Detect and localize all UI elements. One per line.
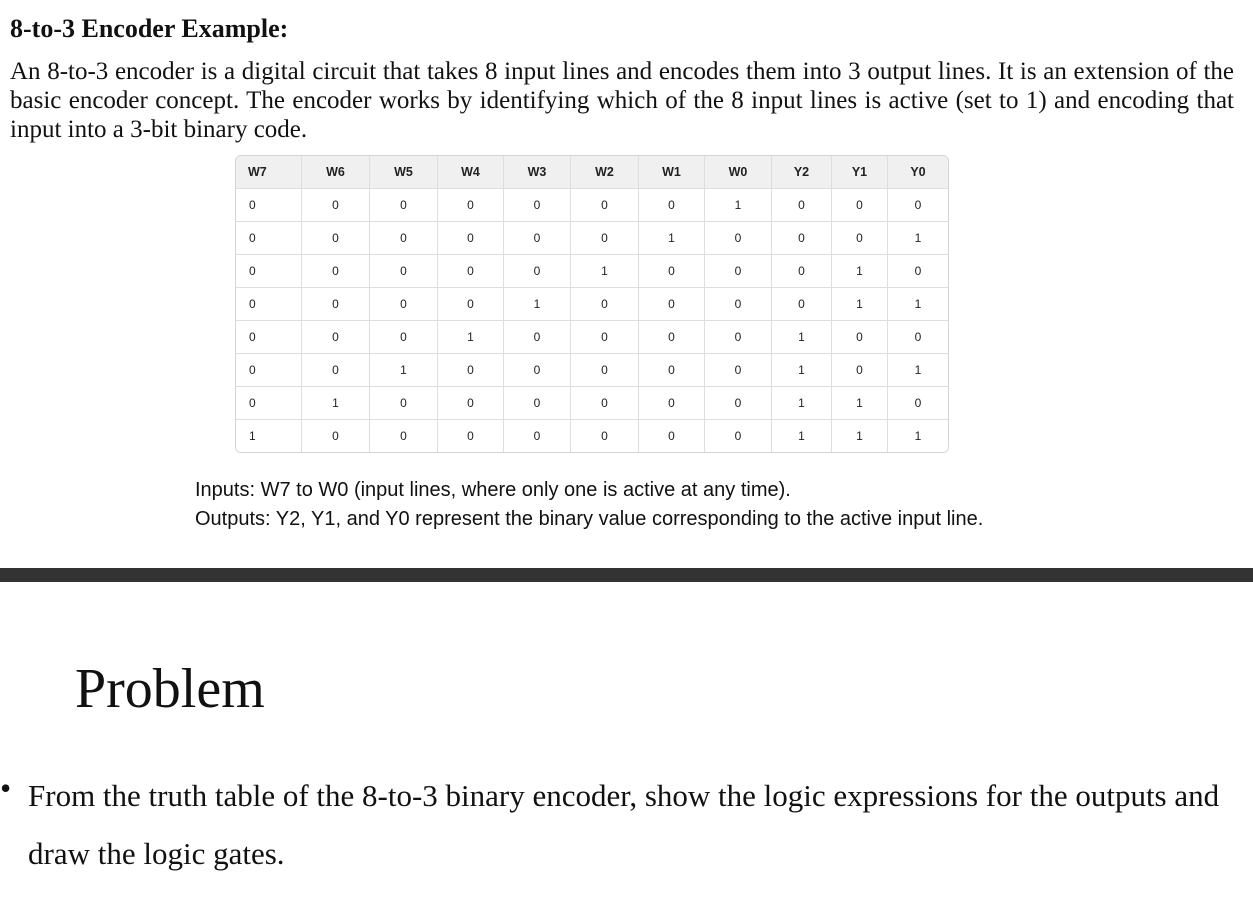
table-cell: 0 [438, 387, 504, 420]
table-cell: 0 [639, 420, 705, 452]
table-cell: 1 [772, 321, 832, 354]
table-cell: 0 [571, 387, 639, 420]
table-cell: 0 [302, 255, 370, 288]
table-cell: 0 [705, 255, 772, 288]
header-w3: W3 [504, 156, 571, 189]
table-cell: 1 [888, 354, 948, 387]
table-cell: 0 [504, 222, 571, 255]
table-cell: 0 [832, 189, 888, 222]
table-cell: 0 [639, 189, 705, 222]
table-cell: 0 [705, 420, 772, 452]
truth-table [235, 155, 949, 453]
table-cell: 0 [571, 420, 639, 452]
table-cell: 1 [888, 222, 948, 255]
table-cell: 0 [504, 387, 571, 420]
table-cell: 1 [832, 420, 888, 452]
header-w6: W6 [302, 156, 370, 189]
table-cell: 0 [504, 189, 571, 222]
table-cell: 0 [772, 288, 832, 321]
table-cell: 1 [888, 288, 948, 321]
table-cell: 0 [888, 189, 948, 222]
truth-table-header-row [236, 156, 948, 189]
table-cell: 0 [639, 321, 705, 354]
table-cell: 1 [236, 420, 302, 452]
table-cell: 0 [302, 354, 370, 387]
table-row [236, 255, 948, 288]
table-cell: 0 [370, 387, 438, 420]
table-cell: 0 [504, 420, 571, 452]
table-cell: 0 [772, 189, 832, 222]
table-cell: 0 [438, 189, 504, 222]
table-cell: 0 [639, 354, 705, 387]
table-cell: 0 [772, 222, 832, 255]
bullet-marker: • [0, 770, 12, 806]
table-cell: 0 [832, 321, 888, 354]
header-w5: W5 [370, 156, 438, 189]
table-cell: 0 [772, 255, 832, 288]
table-cell: 0 [705, 354, 772, 387]
table-cell: 0 [705, 222, 772, 255]
table-cell: 1 [571, 255, 639, 288]
table-cell: 0 [888, 255, 948, 288]
table-cell: 0 [571, 189, 639, 222]
table-cell: 1 [705, 189, 772, 222]
table-cell: 0 [302, 189, 370, 222]
table-cell: 0 [370, 189, 438, 222]
table-cell: 0 [236, 222, 302, 255]
table-cell: 0 [438, 288, 504, 321]
table-cell: 0 [236, 189, 302, 222]
table-row [236, 420, 948, 452]
table-cell: 0 [705, 288, 772, 321]
table-cell: 0 [370, 321, 438, 354]
table-cell: 0 [504, 321, 571, 354]
table-cell: 0 [639, 387, 705, 420]
table-cell: 0 [370, 288, 438, 321]
table-row [236, 222, 948, 255]
table-cell: 0 [370, 255, 438, 288]
table-cell: 0 [504, 354, 571, 387]
inputs-note: Inputs: W7 to W0 (input lines, where only one is active at any time). [195, 479, 791, 501]
table-cell: 1 [772, 387, 832, 420]
outputs-note: Outputs: Y2, Y1, and Y0 represent the binary value corresponding to the active input line. [195, 508, 984, 530]
table-cell: 0 [370, 222, 438, 255]
table-cell: 0 [302, 420, 370, 452]
table-cell: 0 [438, 420, 504, 452]
table-row [236, 321, 948, 354]
header-w4: W4 [438, 156, 504, 189]
problem-bullet-text: From the truth table of the 8-to-3 binary encoder, show the logic expressions for the outputs and draw the logic gates. [28, 778, 1220, 871]
table-cell: 0 [438, 222, 504, 255]
table-cell: 0 [639, 288, 705, 321]
table-cell: 1 [438, 321, 504, 354]
table-cell: 0 [438, 354, 504, 387]
table-cell: 0 [832, 354, 888, 387]
table-row [236, 354, 948, 387]
table-cell: 1 [832, 288, 888, 321]
header-w2: W2 [571, 156, 639, 189]
table-cell: 0 [571, 288, 639, 321]
table-cell: 0 [438, 255, 504, 288]
table-cell: 0 [705, 387, 772, 420]
table-cell: 0 [888, 387, 948, 420]
table-cell: 1 [832, 255, 888, 288]
table-cell: 1 [772, 354, 832, 387]
header-y0: Y0 [888, 156, 948, 189]
table-cell: 0 [571, 354, 639, 387]
table-cell: 0 [888, 321, 948, 354]
table-cell: 0 [302, 321, 370, 354]
header-y2: Y2 [772, 156, 832, 189]
table-cell: 0 [504, 255, 571, 288]
table-cell: 0 [832, 222, 888, 255]
table-cell: 0 [571, 222, 639, 255]
intro-paragraph: An 8-to-3 encoder is a digital circuit that takes 8 input lines and encodes them into 3 output lines. It is an extension of the basic encoder concept. The encoder works by identifying which of the 8 input lines is active (set to 1) and encoding that input into a 3-bit binary code. [10, 58, 1234, 143]
table-cell: 0 [236, 387, 302, 420]
slide-divider [0, 568, 1253, 582]
problem-heading: Problem [75, 658, 265, 720]
header-w7: W7 [236, 156, 302, 189]
table-cell: 0 [639, 255, 705, 288]
table-cell: 1 [772, 420, 832, 452]
table-cell: 0 [302, 288, 370, 321]
header-w1: W1 [639, 156, 705, 189]
table-cell: 1 [832, 387, 888, 420]
table-row [236, 288, 948, 321]
table-cell: 0 [236, 255, 302, 288]
table-cell: 0 [370, 420, 438, 452]
table-cell: 0 [302, 222, 370, 255]
table-cell: 1 [370, 354, 438, 387]
table-cell: 0 [236, 354, 302, 387]
header-w0: W0 [705, 156, 772, 189]
table-cell: 1 [504, 288, 571, 321]
table-cell: 1 [888, 420, 948, 452]
table-row [236, 189, 948, 222]
table-cell: 0 [236, 288, 302, 321]
table-cell: 0 [571, 321, 639, 354]
table-cell: 1 [302, 387, 370, 420]
table-cell: 0 [236, 321, 302, 354]
truth-table-body [236, 189, 948, 452]
table-cell: 1 [639, 222, 705, 255]
section-title: 8-to-3 Encoder Example: [10, 14, 289, 43]
header-y1: Y1 [832, 156, 888, 189]
table-cell: 0 [705, 321, 772, 354]
io-notes [195, 476, 983, 534]
table-row [236, 387, 948, 420]
